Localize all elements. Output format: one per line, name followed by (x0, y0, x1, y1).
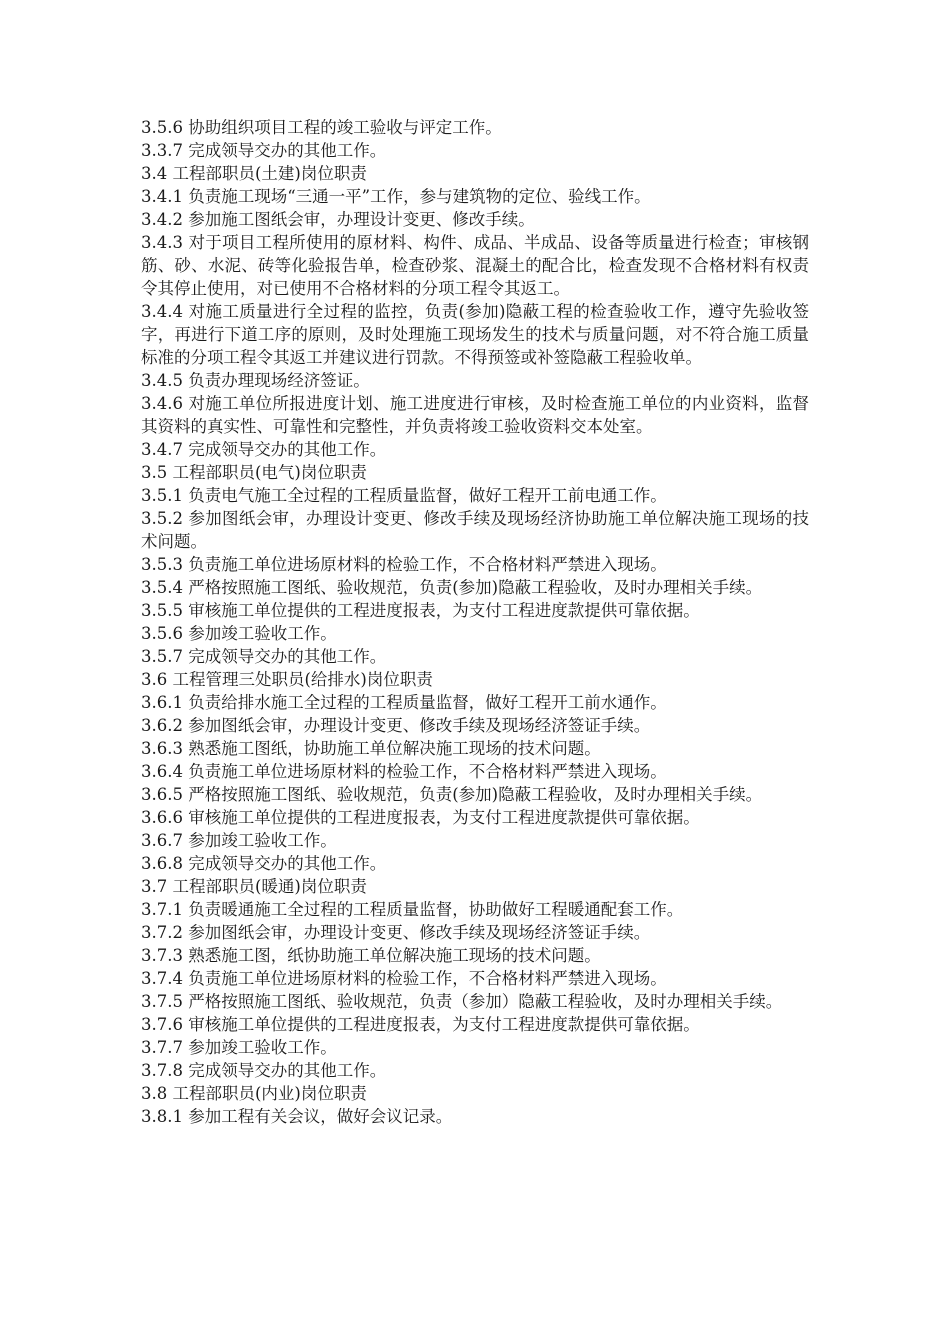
paragraph-3-5-2: 3.5.2 参加图纸会审，办理设计变更、修改手续及现场经济协助施工单位解决施工现场的技术问题。 (141, 509, 809, 551)
paragraph-3-6-5: 3.6.5 严格按照施工图纸、验收规范，负责(参加)隐蔽工程验收，及时办理相关手续。 (141, 785, 763, 804)
paragraph-3-6-7: 3.6.7 参加竣工验收工作。 (141, 831, 337, 850)
paragraph-3-7-1: 3.7.1 负责暖通施工全过程的工程质量监督，协助做好工程暖通配套工作。 (141, 900, 684, 919)
paragraph-3-5-5: 3.5.5 审核施工单位提供的工程进度报表，为支付工程进度款提供可靠依据。 (141, 601, 700, 620)
paragraph-3-6-4: 3.6.4 负责施工单位进场原材料的检验工作，不合格材料严禁进入现场。 (141, 762, 667, 781)
paragraph-3-5-6-b: 3.5.6 参加竣工验收工作。 (141, 624, 337, 643)
paragraph-3-4-6: 3.4.6 对施工单位所报进度计划、施工进度进行审核，及时检查施工单位的内业资料，监督其资料的真实性、可靠性和完整性，并负责将竣工验收资料交本处室。 (141, 394, 809, 436)
paragraph-3-6-1: 3.6.1 负责给排水施工全过程的工程质量监督，做好工程开工前水通作。 (141, 693, 667, 712)
section-heading-3-5: 3.5 工程部职员(电气)岗位职责 (141, 463, 367, 482)
paragraph-3-4-3: 3.4.3 对于项目工程所使用的原材料、构件、成品、半成品、设备等质量进行检查；审核钢筋、砂、水泥、砖等化验报告单，检查砂浆、混凝土的配合比，检查发现不合格材料有权责令其停止使用，对已使用不合格材料的分项工程令其返工。 (141, 233, 809, 298)
paragraph-3-4-1: 3.4.1 负责施工现场“三通一平”工作，参与建筑物的定位、验线工作。 (141, 187, 651, 206)
paragraph-3-4-7: 3.4.7 完成领导交办的其他工作。 (141, 440, 387, 459)
document-body (141, 116, 809, 1128)
section-heading-3-4: 3.4 工程部职员(土建)岗位职责 (141, 164, 367, 183)
paragraph-3-6-2: 3.6.2 参加图纸会审，办理设计变更、修改手续及现场经济签证手续。 (141, 716, 651, 735)
paragraph-3-5-4: 3.5.4 严格按照施工图纸、验收规范，负责(参加)隐蔽工程验收，及时办理相关手续。 (141, 578, 763, 597)
section-heading-3-6: 3.6 工程管理三处职员(给排水)岗位职责 (141, 670, 433, 689)
paragraph-3-7-7: 3.7.7 参加竣工验收工作。 (141, 1038, 337, 1057)
paragraph-3-5-1: 3.5.1 负责电气施工全过程的工程质量监督，做好工程开工前电通工作。 (141, 486, 667, 505)
section-heading-3-8: 3.8 工程部职员(内业)岗位职责 (141, 1084, 367, 1103)
paragraph-3-7-8: 3.7.8 完成领导交办的其他工作。 (141, 1061, 387, 1080)
paragraph-3-6-3: 3.6.3 熟悉施工图纸，协助施工单位解决施工现场的技术问题。 (141, 739, 601, 758)
paragraph-3-6-8: 3.6.8 完成领导交办的其他工作。 (141, 854, 387, 873)
paragraph-3-7-3: 3.7.3 熟悉施工图，纸协助施工单位解决施工现场的技术问题。 (141, 946, 601, 965)
paragraph-3-5-7: 3.5.7 完成领导交办的其他工作。 (141, 647, 387, 666)
paragraph-3-7-5: 3.7.5 严格按照施工图纸、验收规范，负责（参加）隐蔽工程验收，及时办理相关手续。 (141, 992, 783, 1011)
paragraph-3-5-6-a: 3.5.6 协助组织项目工程的竣工验收与评定工作。 (141, 118, 502, 137)
paragraph-3-3-7: 3.3.7 完成领导交办的其他工作。 (141, 141, 387, 160)
paragraph-3-7-4: 3.7.4 负责施工单位进场原材料的检验工作，不合格材料严禁进入现场。 (141, 969, 667, 988)
paragraph-3-7-2: 3.7.2 参加图纸会审，办理设计变更、修改手续及现场经济签证手续。 (141, 923, 651, 942)
section-heading-3-7: 3.7 工程部职员(暖通)岗位职责 (141, 877, 367, 896)
paragraph-3-4-5: 3.4.5 负责办理现场经济签证。 (141, 371, 370, 390)
paragraph-3-4-2: 3.4.2 参加施工图纸会审，办理设计变更、修改手续。 (141, 210, 535, 229)
paragraph-3-5-3: 3.5.3 负责施工单位进场原材料的检验工作，不合格材料严禁进入现场。 (141, 555, 667, 574)
paragraph-3-6-6: 3.6.6 审核施工单位提供的工程进度报表，为支付工程进度款提供可靠依据。 (141, 808, 700, 827)
paragraph-3-7-6: 3.7.6 审核施工单位提供的工程进度报表，为支付工程进度款提供可靠依据。 (141, 1015, 700, 1034)
paragraph-3-8-1: 3.8.1 参加工程有关会议，做好会议记录。 (141, 1107, 453, 1126)
paragraph-3-4-4: 3.4.4 对施工质量进行全过程的监控，负责(参加)隐蔽工程的检查验收工作，遵守先验收签字，再进行下道工序的原则，及时处理施工现场发生的技术与质量问题，对不符合施工质量标准的分项工程令其返工并建议进行罚款。不得预签或补签隐蔽工程验收单。 (141, 302, 809, 367)
